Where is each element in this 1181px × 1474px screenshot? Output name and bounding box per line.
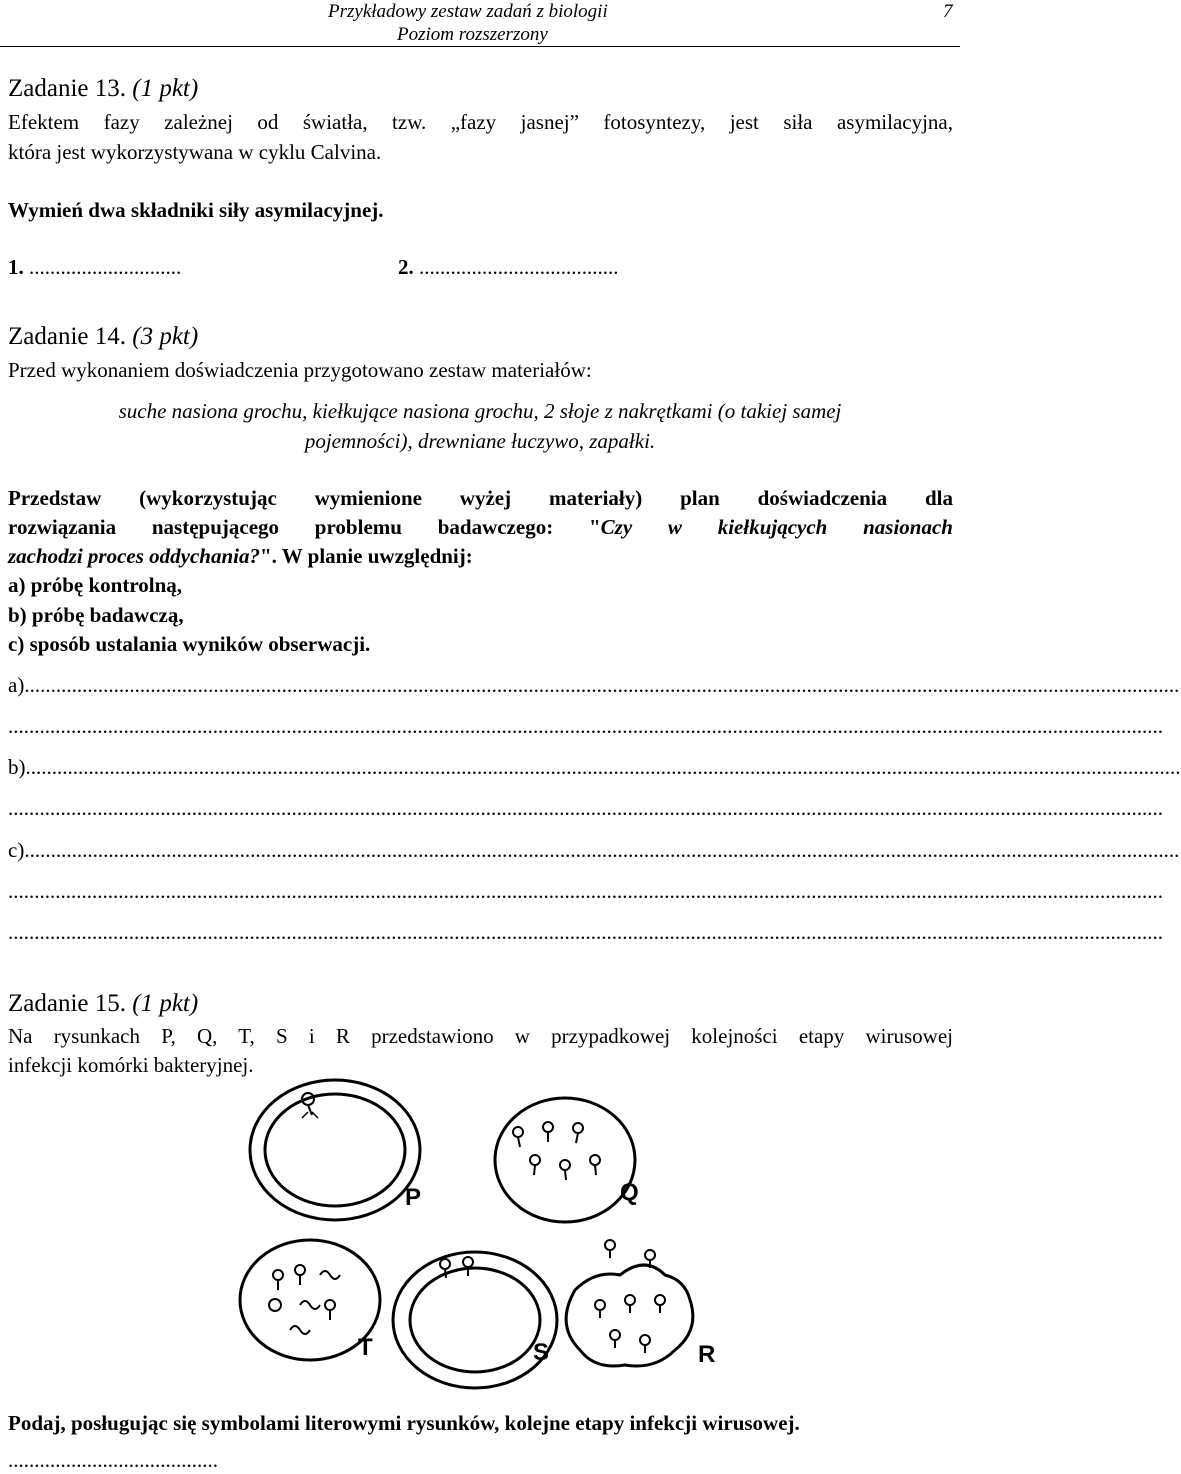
task13-points: (1 pkt) [132,75,199,102]
answer-dots: ............................................................................................................................................................................................................................ [8,714,1163,738]
task14-instr-line1: Przedstaw (wykorzystując wymienione wyżej materiały) plan doświadczenia dla [8,486,953,510]
figure-s [393,1252,557,1388]
task15-instruction: Podaj, posługując się symbolami literowymi rysunków, kolejne etapy infekcji wirusowej. [8,1411,800,1435]
label-t: T [358,1334,373,1361]
figure-q [495,1098,639,1222]
figure-t [240,1240,380,1361]
answer-dots: ............................................................................................................................................................................................................................ [8,796,1163,820]
task13-answer2-label: 2. [398,255,414,279]
label-p: P [405,1184,422,1211]
answer-dots: ............................................................................................................................................................................................................................ [8,920,1163,944]
task15-answer[interactable]: ........................................ [8,1448,218,1472]
page-number: 7 [943,1,953,22]
task14-point-b: b) próbę badawczą, [8,603,184,627]
task14-title: Zadanie 14. [8,323,127,350]
task14-point-a: a) próbę kontrolną, [8,573,183,597]
answer-dots: ............................................................................................................................................................................................................................ [8,879,1163,903]
task15-text-line1: Na rysunkach P, Q, T, S i R przedstawiono w przypadkowej kolejności etapy wirusowej [8,1024,953,1048]
answer-dots: ............................................................................................................................................................................................................................ [24,673,1180,697]
task14-instr-line2-a: rozwiązania następującego problemu badawczego: " [8,515,601,539]
answer-dots: ............................................................................................................................................................................................................................ [25,755,1181,779]
task14-answer-b-label: b) [8,755,26,779]
label-r: R [698,1341,716,1368]
figure-p [250,1080,421,1220]
task14-instr-line3-a: zachodzi proces oddychania? [8,544,260,568]
task13-text-line1: Efektem fazy zależnej od światła, tzw. „fazy jasnej” fotosyntezy, jest siła asymilacyjna, [8,110,953,134]
task15-points: (1 pkt) [132,990,199,1017]
label-q: Q [620,1179,639,1206]
task13-answer1-label: 1. [8,255,24,279]
task13-answer2-dots: ...................................... [419,255,619,279]
task14-instr-line2-b: Czy w kiełkujących nasionach [600,515,953,539]
header-level: Poziom rozszerzony [397,24,548,45]
task14-answer-a-label: a) [8,673,25,697]
task13-title: Zadanie 13. [8,75,127,102]
label-s: S [533,1339,550,1366]
task14-answer-c-label: c) [8,838,25,862]
task14-instr-line3-b: ". W planie uwzględnij: [260,544,473,568]
task14-intro: Przed wykonaniem doświadczenia przygotowano zestaw materiałów: [8,358,592,382]
figure-r [566,1240,715,1368]
task15-title: Zadanie 15. [8,990,127,1017]
task14-materials-line2: pojemności), drewniane łuczywo, zapałki. [304,429,656,453]
task13-instruction: Wymień dwa składniki siły asymilacyjnej. [8,198,384,222]
answer-dots: ............................................................................................................................................................................................................................ [24,838,1180,862]
task14-materials-line1: suche nasiona grochu, kiełkujące nasiona grochu, 2 słoje z nakrętkami (o takiej samej [118,399,842,423]
header-subject: Przykładowy zestaw zadań z biologii [328,1,608,22]
task14-points: (3 pkt) [132,323,199,350]
task14-point-c: c) sposób ustalania wyników obserwacji. [8,632,371,656]
task15-text-line2: infekcji komórki bakteryjnej. [8,1053,254,1077]
task13-text-line2: która jest wykorzystywana w cyklu Calvina. [8,140,382,164]
task13-answer1-dots: ............................. [29,255,182,279]
